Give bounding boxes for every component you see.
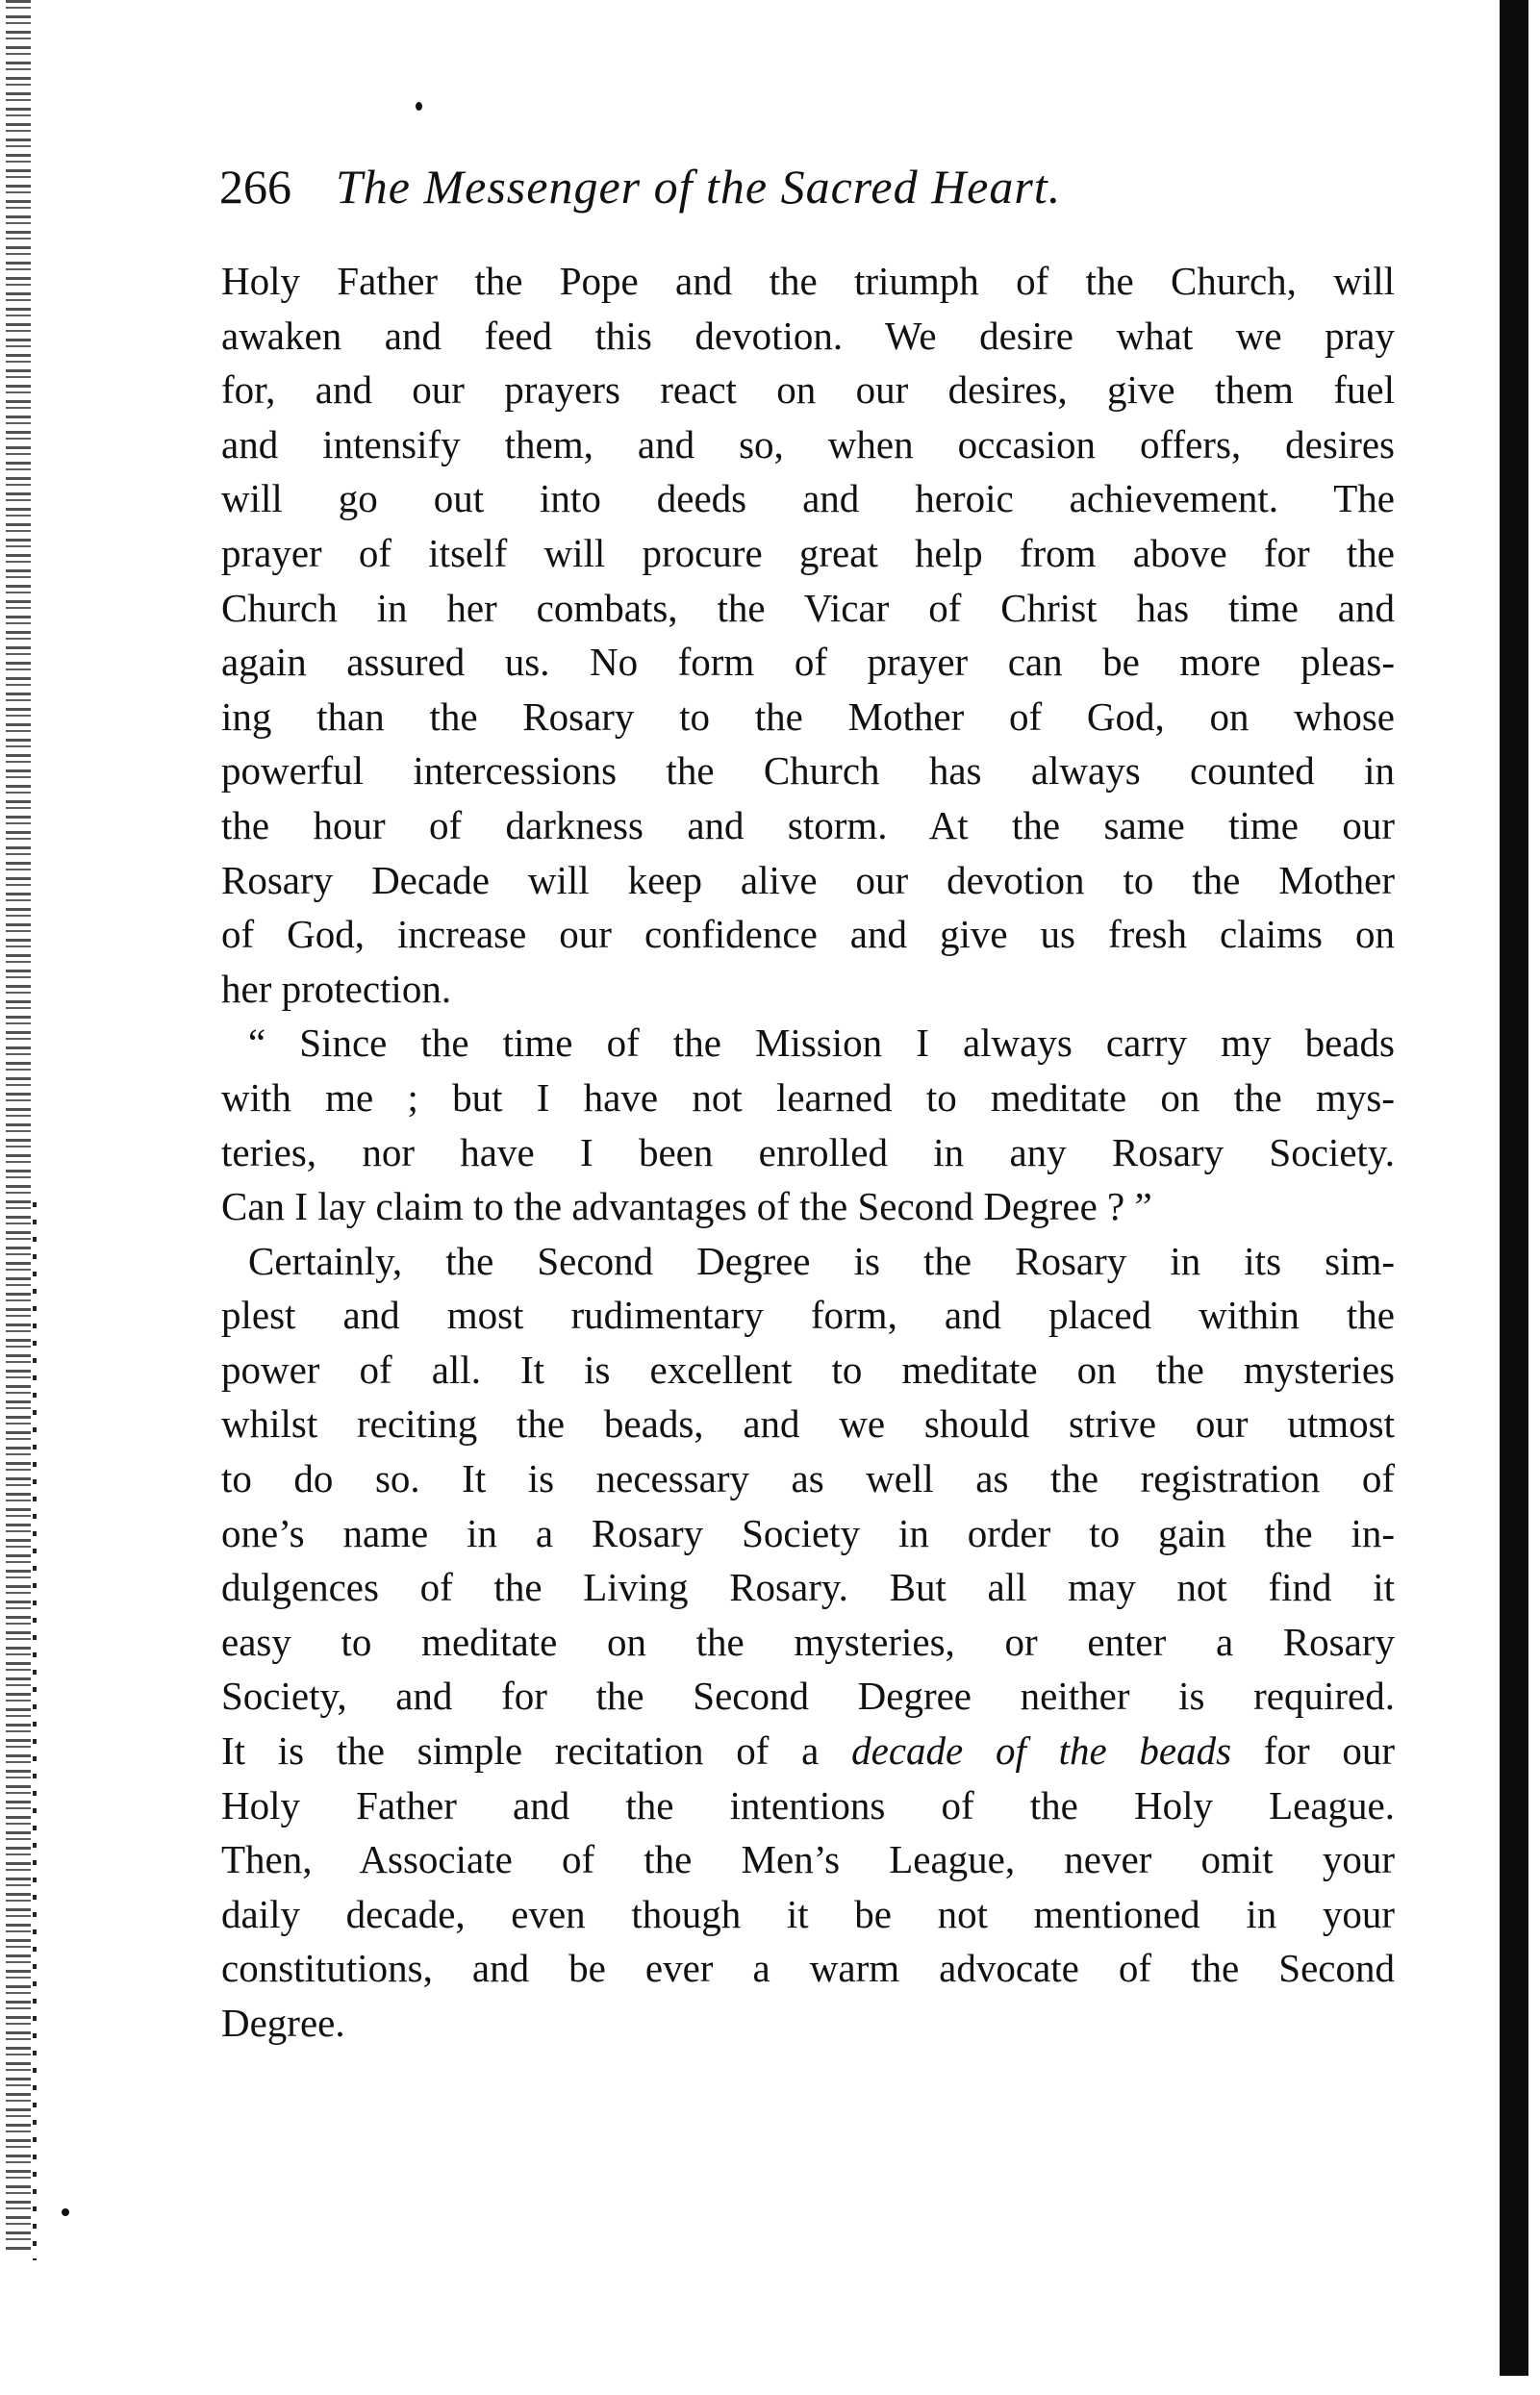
text-line bbox=[221, 1179, 1395, 1234]
text-run: ing than the Rosary to the Mother of God, on whose bbox=[221, 693, 1395, 739]
text-run: with me ; but I have not learned to meditate on the mys- bbox=[221, 1074, 1395, 1120]
text-run: whilst reciting the beads, and we should strive our utmost bbox=[221, 1401, 1395, 1447]
text-run: powerful intercessions the Church has always counted in bbox=[221, 748, 1395, 794]
text-run: awaken and feed this devotion. We desire what we pray bbox=[221, 313, 1395, 358]
binding-marks bbox=[33, 1202, 37, 2260]
text-line bbox=[221, 1615, 1395, 1670]
text-run: dulgences of the Living Rosary. But all may not find it bbox=[221, 1565, 1395, 1610]
text-run: Can I lay claim to the advantages of the Second Degree ? ” bbox=[221, 1184, 1152, 1229]
text-run: Then, Associate of the Men’s League, never omit your bbox=[221, 1837, 1395, 1882]
text-run: prayer of itself will procure great help from above for the bbox=[221, 530, 1395, 575]
body-text bbox=[221, 254, 1395, 2051]
text-line bbox=[221, 581, 1395, 636]
text-line bbox=[221, 526, 1395, 581]
text-line bbox=[221, 1288, 1395, 1343]
text-run: one’s name in a Rosary Society in order to gain the in- bbox=[221, 1510, 1395, 1555]
text-line bbox=[221, 1832, 1395, 1887]
text-run: It is the simple recitation of a bbox=[221, 1728, 820, 1774]
text-run: Rosary Decade will keep alive our devotion to the Mother bbox=[221, 857, 1395, 902]
text-line bbox=[221, 635, 1395, 690]
running-head bbox=[219, 156, 1325, 217]
text-run: to do so. It is necessary as well as the registration of bbox=[221, 1456, 1395, 1501]
ink-speck bbox=[416, 102, 422, 111]
text-run: and intensify them, and so, when occasion offers, desires bbox=[221, 421, 1395, 466]
text-line bbox=[221, 1724, 1395, 1778]
text-line bbox=[221, 1941, 1395, 1996]
text-run: the hour of darkness and storm. At the same time our bbox=[221, 802, 1395, 847]
text-line bbox=[221, 1996, 1395, 2051]
text-line bbox=[221, 962, 1395, 1017]
italic-phrase: decade of the beads bbox=[851, 1728, 1232, 1774]
text-line bbox=[221, 798, 1395, 853]
running-title: The Messenger of the Sacred Heart. bbox=[336, 160, 1062, 214]
text-line bbox=[221, 1560, 1395, 1615]
binding-edge-left bbox=[6, 0, 31, 2251]
text-run: Degree. bbox=[221, 2001, 345, 2045]
text-run: power of all. It is excellent to meditate on the mysteries bbox=[221, 1347, 1395, 1392]
text-run: Holy Father and the intentions of the Holy League. bbox=[221, 1782, 1395, 1828]
text-line bbox=[221, 1125, 1395, 1180]
text-line bbox=[221, 1887, 1395, 1942]
text-run: of God, increase our confidence and give us fresh claims on bbox=[221, 912, 1395, 957]
text-run: for, and our prayers react on our desires, give them fuel bbox=[221, 367, 1395, 413]
text-run: easy to meditate on the mysteries, or enter a Rosary bbox=[221, 1619, 1395, 1664]
text-line bbox=[221, 1778, 1395, 1833]
text-run: for our bbox=[1263, 1728, 1396, 1774]
text-run: Society, and for the Second Degree neither is required. bbox=[221, 1674, 1395, 1719]
text-line bbox=[221, 309, 1395, 364]
text-run: again assured us. No form of prayer can be more pleas- bbox=[221, 640, 1395, 685]
text-line bbox=[221, 690, 1395, 744]
text-run: daily decade, even though it be not mentioned in your bbox=[221, 1891, 1395, 1936]
text-line bbox=[221, 1397, 1395, 1451]
text-line bbox=[221, 1343, 1395, 1398]
text-line bbox=[221, 907, 1395, 962]
text-line bbox=[221, 1016, 1395, 1071]
text-line bbox=[221, 1506, 1395, 1561]
text-line bbox=[221, 417, 1395, 472]
text-run: constitutions, and be ever a warm advocate of the Second bbox=[221, 1946, 1395, 1991]
text-line bbox=[221, 471, 1395, 526]
text-run: her protection. bbox=[221, 966, 452, 1011]
text-run: “ Since the time of the Mission I always carry my beads bbox=[248, 1021, 1395, 1066]
text-run: Church in her combats, the Vicar of Christ has time and bbox=[221, 585, 1395, 630]
text-run: Certainly, the Second Degree is the Rosary in its sim- bbox=[248, 1238, 1395, 1283]
text-line bbox=[221, 853, 1395, 908]
ink-speck bbox=[62, 2208, 69, 2216]
text-run: Holy Father the Pope and the triumph of the Church, will bbox=[221, 259, 1395, 303]
scan-edge-right bbox=[1500, 0, 1528, 2376]
text-line bbox=[221, 1451, 1395, 1506]
text-line bbox=[221, 363, 1395, 417]
text-line bbox=[221, 254, 1395, 309]
text-run: will go out into deeds and heroic achievement. The bbox=[221, 476, 1395, 521]
text-line bbox=[221, 744, 1395, 798]
text-line bbox=[221, 1234, 1395, 1289]
page-number: 266 bbox=[219, 160, 291, 214]
text-run: teries, nor have I been enrolled in any Rosary Society. bbox=[221, 1129, 1395, 1174]
text-line bbox=[221, 1071, 1395, 1125]
text-line bbox=[221, 1669, 1395, 1724]
text-run: plest and most rudimentary form, and placed within the bbox=[221, 1293, 1395, 1338]
